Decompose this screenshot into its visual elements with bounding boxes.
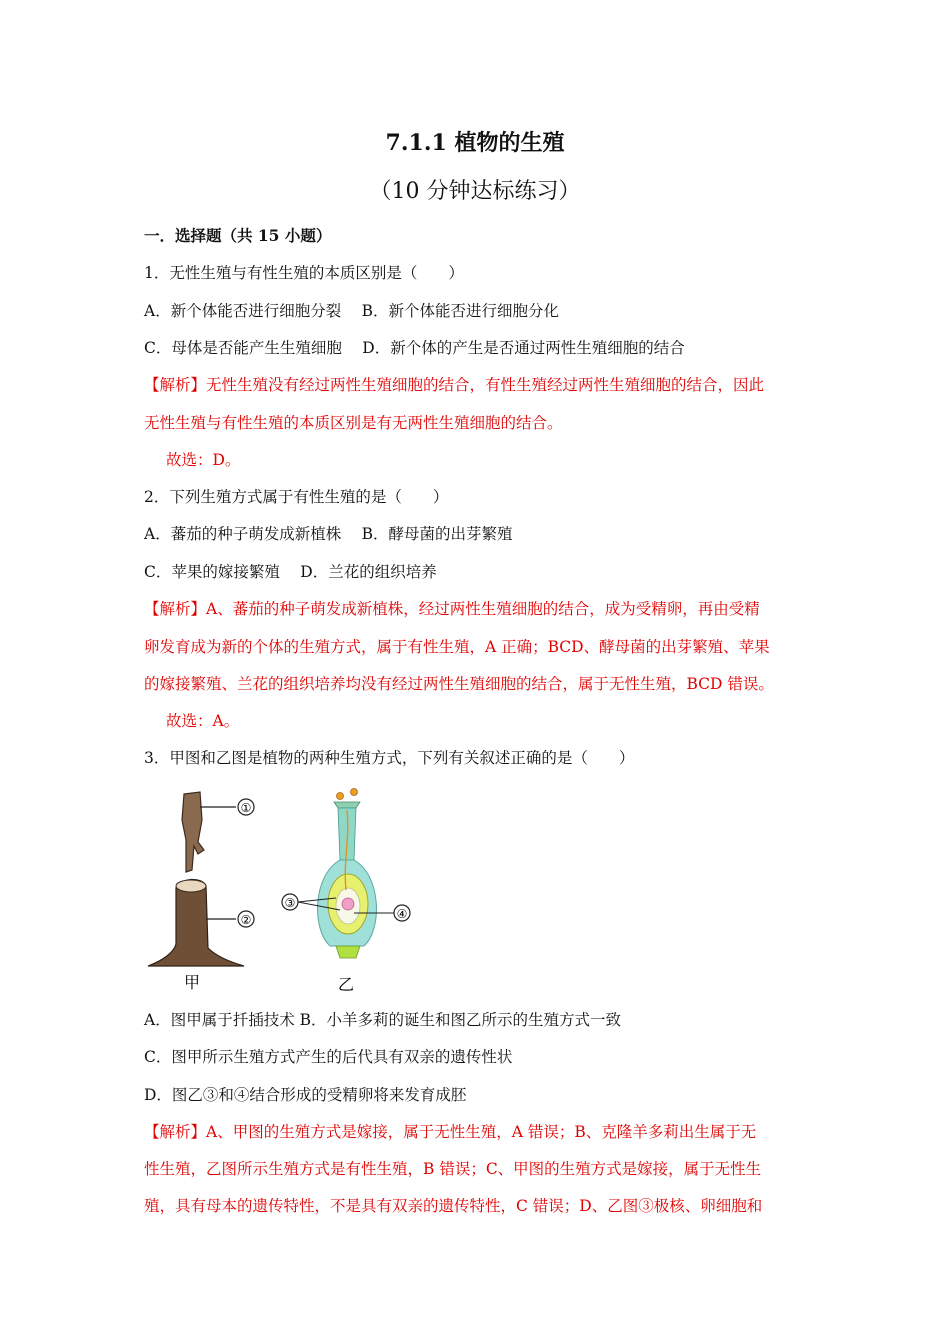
q3-option-c: C．图甲所示生殖方式产生的后代具有双亲的遗传性状 xyxy=(144,1048,513,1066)
q2-answer: 故选：A。 xyxy=(166,712,240,730)
stigma xyxy=(334,802,360,808)
q1-stem: 1．无性生殖与有性生殖的本质区别是（ ） xyxy=(144,264,464,282)
q1-answer: 故选：D。 xyxy=(166,451,241,469)
egg-cell xyxy=(342,898,354,910)
page-title: 7.1.1 植物的生殖 xyxy=(385,130,565,156)
q3-analysis-line: 【解析】A、甲图的生殖方式是嫁接，属于无性生殖，A 错误；B、克隆羊多莉出生属于无 xyxy=(144,1123,757,1141)
q2-analysis-line: 【解析】A、蕃茄的种子萌发成新植株，经过两性生殖细胞的结合，成为受精卵，再由受精 xyxy=(144,600,760,618)
q2-analysis-line: 的嫁接繁殖、兰花的组织培养均没有经过两性生殖细胞的结合，属于无性生殖，BCD 错误。 xyxy=(144,675,774,693)
q1-analysis-line: 【解析】无性生殖没有经过两性生殖细胞的结合，有性生殖经过两性生殖细胞的结合，因此 xyxy=(144,376,765,394)
q2-options-cd: C．苹果的嫁接繁殖 D．兰花的组织培养 xyxy=(144,563,437,581)
pollen-grain xyxy=(351,789,358,796)
rootstock-shape xyxy=(148,879,244,966)
q3-analysis-line: 性生殖，乙图所示生殖方式是有性生殖，B 错误；C、甲图的生殖方式是嫁接，属于无性生 xyxy=(144,1160,762,1178)
pollen-grain xyxy=(337,793,344,800)
q1-options-ab: A．新个体能否进行细胞分裂 B．新个体能否进行细胞分化 xyxy=(144,302,560,320)
grafting-diagram xyxy=(148,792,254,992)
marker1-label: ① xyxy=(240,801,252,815)
q2-options-ab: A．蕃茄的种子萌发成新植株 B．酵母菌的出芽繁殖 xyxy=(144,525,513,543)
page-subtitle: （10 分钟达标练习） xyxy=(369,179,581,204)
q3-stem: 3．甲图和乙图是植物的两种生殖方式，下列有关叙述正确的是（ ） xyxy=(144,749,635,767)
rootstock-cut xyxy=(176,880,206,892)
q2-analysis-line: 卵发育成为新的个体的生殖方式，属于有性生殖，A 正确；BCD、酵母菌的出芽繁殖、苹果 xyxy=(144,638,770,656)
figure-svg xyxy=(140,780,430,995)
receptacle xyxy=(336,946,360,958)
label-yi: 乙 xyxy=(337,975,355,994)
marker4-label: ④ xyxy=(396,907,408,921)
section-heading: 一．选择题（共 15 小题） xyxy=(144,226,332,245)
q1-options-cd: C．母体是否能产生生殖细胞 D．新个体的产生是否通过两性生殖细胞的结合 xyxy=(144,339,685,357)
label-jia: 甲 xyxy=(183,973,201,992)
scion-shape xyxy=(182,792,204,872)
marker2-label: ② xyxy=(240,913,252,927)
q3-option-d: D．图乙③和④结合形成的受精卵将来发育成胚 xyxy=(144,1086,467,1104)
q3-analysis-line: 殖，具有母本的遗传特性，不是具有双亲的遗传特性，C 错误；D、乙图③极核、卵细胞和 xyxy=(144,1197,763,1215)
q2-stem: 2．下列生殖方式属于有性生殖的是（ ） xyxy=(144,488,449,506)
q3-option-a: A．图甲属于扦插技术 B．小羊多莉的诞生和图乙所示的生殖方式一致 xyxy=(144,1011,622,1029)
q1-analysis-line: 无性生殖与有性生殖的本质区别是有无两性生殖细胞的结合。 xyxy=(144,414,563,432)
pistil-diagram xyxy=(282,789,410,995)
marker3-label: ③ xyxy=(284,896,296,910)
reproduction-figure xyxy=(140,780,430,995)
